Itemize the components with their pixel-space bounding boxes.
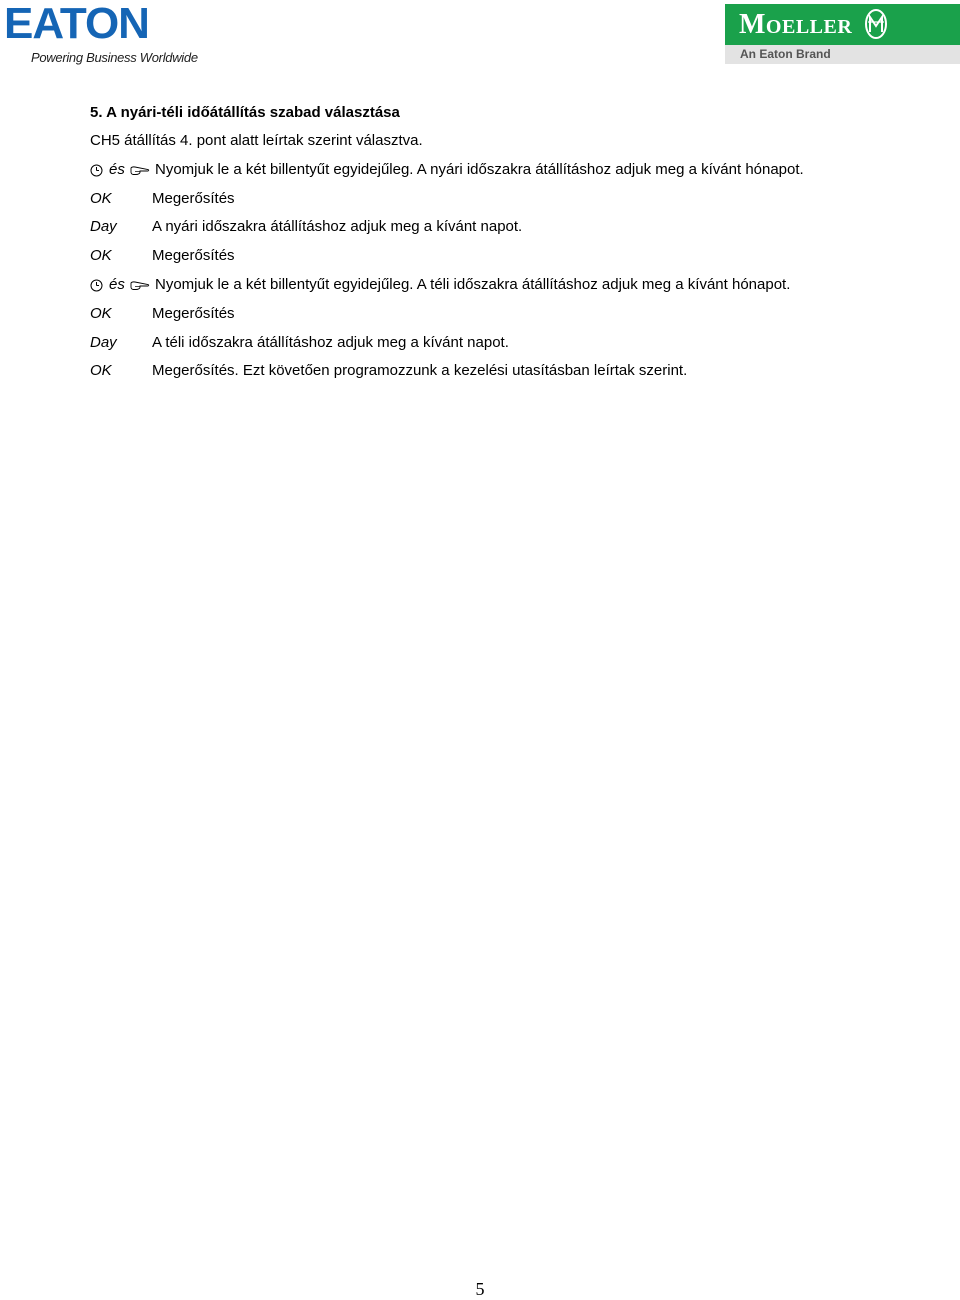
clock-icon	[90, 164, 103, 177]
connector-and: és	[109, 160, 125, 178]
pointing-hand-icon	[130, 165, 150, 176]
step-key	[90, 216, 950, 245]
step-text: A téli időszakra átállításhoz adjuk meg a kívánt napot.	[152, 333, 509, 351]
section-content	[90, 102, 950, 389]
eaton-wordmark: EATON	[4, 0, 149, 48]
step-combo	[90, 159, 950, 188]
step-text: Megerősítés	[152, 247, 235, 265]
step-key	[90, 303, 950, 332]
section-heading: 5. A nyári-téli időátállítás szabad választása	[90, 104, 400, 121]
moeller-emblem-icon	[864, 8, 888, 40]
step-key	[90, 360, 950, 389]
connector-and: és	[109, 275, 125, 293]
moeller-logo	[725, 4, 960, 64]
clock-icon	[90, 279, 103, 292]
moeller-brand-strip	[725, 45, 960, 64]
eaton-tagline: Powering Business Worldwide	[31, 50, 198, 65]
intro-text: CH5 átállítás 4. pont alatt leírtak szerint választva.	[90, 132, 423, 149]
step-text: Nyomjuk le a két billentyűt egyidejűleg. A téli időszakra átállításhoz adjuk meg a kívánt hónapot.	[155, 275, 791, 293]
step-text: Megerősítés. Ezt követően programozzunk a kezelési utasításban leírtak szerint.	[152, 362, 688, 380]
step-text: Nyomjuk le a két billentyűt egyidejűleg. A nyári időszakra átállításhoz adjuk meg a kívánt hónapot.	[155, 160, 804, 178]
key-ok-label: OK	[90, 362, 112, 380]
section-intro	[90, 130, 950, 159]
pointing-hand-icon	[130, 280, 150, 291]
step-text: Megerősítés	[152, 304, 235, 322]
page-number: 5	[475, 1279, 485, 1299]
step-combo	[90, 274, 950, 303]
step-key	[90, 245, 950, 274]
key-ok-label: OK	[90, 247, 112, 265]
eaton-logo	[4, 0, 198, 66]
step-text: A nyári időszakra átállításhoz adjuk meg a kívánt napot.	[152, 218, 523, 236]
key-day-label: Day	[90, 218, 117, 236]
moeller-wordmark: Moeller	[739, 9, 853, 40]
moeller-brand-text: An Eaton Brand	[740, 47, 831, 61]
step-key	[90, 332, 950, 361]
key-ok-label: OK	[90, 304, 112, 322]
moeller-logo-banner	[725, 4, 960, 45]
step-text: Megerősítés	[152, 189, 235, 207]
step-key	[90, 188, 950, 217]
key-day-label: Day	[90, 333, 117, 351]
key-ok-label: OK	[90, 189, 112, 207]
